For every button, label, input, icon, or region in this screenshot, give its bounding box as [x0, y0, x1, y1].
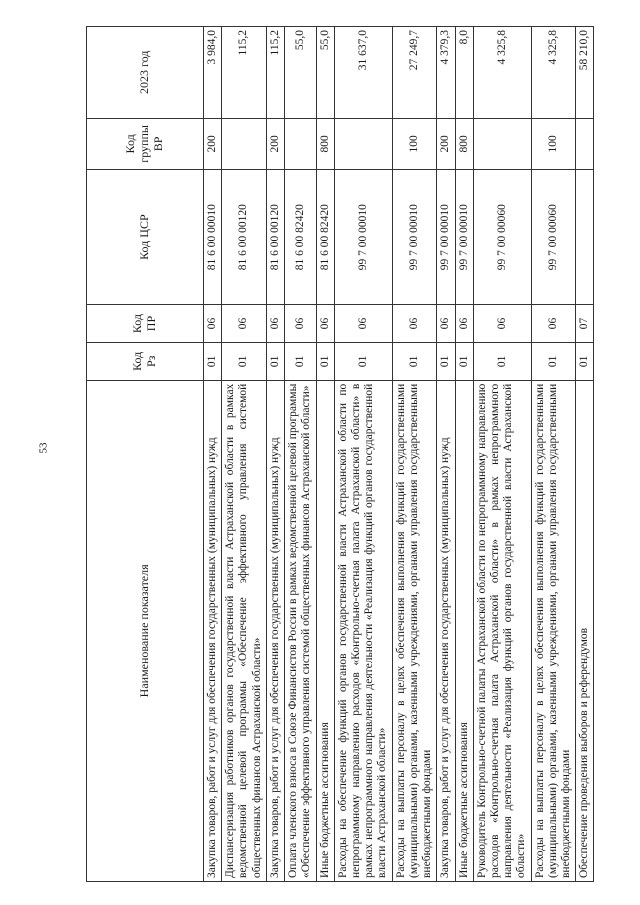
- cell-name: Иные бюджетные ассигнования: [316, 380, 334, 881]
- cell-csr: 81 6 00 82420: [316, 170, 334, 305]
- header-rz: Код Рз: [87, 342, 204, 380]
- cell-rz: 01: [437, 342, 455, 380]
- table-row: [316, 27, 334, 882]
- budget-table-sheet: [86, 26, 591, 882]
- cell-vr: 800: [316, 118, 334, 170]
- cell-name: Закупка товаров, работ и услуг для обеспечения государственных (муниципальных) нужд: [204, 380, 222, 881]
- cell-rz: 01: [222, 342, 267, 380]
- cell-year: 115,2: [222, 27, 267, 119]
- cell-name: Расходы на выплаты персоналу в целях обеспечения выполнения функций государственными (муниципальными) органами, казенными учреждениями, органами управления государственными внебюджетными фондами: [531, 380, 576, 881]
- cell-csr: 99 7 00 00010: [455, 170, 473, 305]
- cell-name: Закупка товаров, работ и услуг для обеспечения государственных (муниципальных) нужд: [266, 380, 284, 881]
- cell-pr: 06: [204, 305, 222, 343]
- cell-csr: 81 6 00 00120: [266, 170, 284, 305]
- cell-rz: 01: [392, 342, 437, 380]
- cell-pr: 06: [455, 305, 473, 343]
- cell-year: 115,2: [266, 27, 284, 119]
- cell-rz: 01: [285, 342, 316, 380]
- cell-year: 4 325,8: [473, 27, 531, 119]
- cell-pr: 06: [531, 305, 576, 343]
- header-csr: Код ЦСР: [87, 170, 204, 305]
- cell-rz: 01: [576, 342, 594, 380]
- table-row: [531, 27, 576, 882]
- table-row: [204, 27, 222, 882]
- cell-vr: 800: [455, 118, 473, 170]
- cell-csr: 81 6 00 00120: [222, 170, 267, 305]
- table-row: [455, 27, 473, 882]
- cell-csr: 99 7 00 00010: [392, 170, 437, 305]
- cell-name: Закупка товаров, работ и услуг для обеспечения государственных (муниципальных) нужд: [437, 380, 455, 881]
- table-row: [334, 27, 392, 882]
- cell-vr: [576, 118, 594, 170]
- cell-name: Диспансеризация работников органов государственной власти Астраханской области в рамках ведомственной целевой программы «Обеспечение эффективного управления системой общественных финансов Астраханской области»: [222, 380, 267, 881]
- cell-year: 27 249,7: [392, 27, 437, 119]
- cell-name: Расходы на выплаты персоналу в целях обеспечения выполнения функций государственными (муниципальными) органами, казенными учреждениями, органами управления государственными внебюджетными фондами: [392, 380, 437, 881]
- table-row: [285, 27, 316, 882]
- cell-vr: 100: [392, 118, 437, 170]
- cell-year: 4 325,8: [531, 27, 576, 119]
- cell-name: Иные бюджетные ассигнования: [455, 380, 473, 881]
- cell-year: 55,0: [285, 27, 316, 119]
- cell-pr: 06: [285, 305, 316, 343]
- table-row: [222, 27, 267, 882]
- page-number: 53: [37, 442, 50, 454]
- cell-name: Руководитель Контрольно-счетной палаты Астраханской области по непрограммному направлению расходов «Контрольно-счетная палата Астраханской области» в рамках непрограммного направления деятельности «Реализация функций органов государственной власти Астраханской области»: [473, 380, 531, 881]
- cell-csr: 99 7 00 00060: [531, 170, 576, 305]
- header-vr: Код группы ВР: [87, 118, 204, 170]
- header-name: Наименование показателя: [87, 380, 204, 881]
- cell-rz: 01: [316, 342, 334, 380]
- cell-pr: 06: [392, 305, 437, 343]
- table-row: [266, 27, 284, 882]
- cell-pr: 07: [576, 305, 594, 343]
- table-header-row: [87, 27, 204, 882]
- cell-vr: 200: [437, 118, 455, 170]
- table-row: [576, 27, 594, 882]
- cell-year: 55,0: [316, 27, 334, 119]
- cell-name: Обеспечение проведения выборов и референдумов: [576, 380, 594, 881]
- cell-year: 3 984,0: [204, 27, 222, 119]
- cell-name: Расходы на обеспечение функций органов государственной власти Астраханской области по непрограммному направлению расходов «Контрольно-счетная палата Астраханской области» в рамках непрограммного направления деятельности «Реализация функций органов государственной власти Астраханской области»: [334, 380, 392, 881]
- table-row: [473, 27, 531, 882]
- cell-csr: 99 7 00 00010: [437, 170, 455, 305]
- cell-vr: [473, 118, 531, 170]
- cell-csr: 81 6 00 82420: [285, 170, 316, 305]
- cell-pr: 06: [437, 305, 455, 343]
- cell-pr: 06: [222, 305, 267, 343]
- rotated-page: [86, 26, 591, 882]
- cell-year: 4 379,3: [437, 27, 455, 119]
- cell-csr: [576, 170, 594, 305]
- cell-rz: 01: [266, 342, 284, 380]
- cell-name: Оплата членского взноса в Союзе Финансистов России в рамках ведомственной целевой программы «Обеспечение эффективного управления системой общественных финансов Астраханской области»: [285, 380, 316, 881]
- table-row: [392, 27, 437, 882]
- cell-rz: 01: [334, 342, 392, 380]
- cell-vr: [222, 118, 267, 170]
- cell-csr: 99 7 00 00010: [334, 170, 392, 305]
- cell-year: 31 637,0: [334, 27, 392, 119]
- cell-pr: 06: [266, 305, 284, 343]
- cell-vr: 200: [204, 118, 222, 170]
- cell-vr: [285, 118, 316, 170]
- cell-pr: 06: [473, 305, 531, 343]
- cell-year: 58 210,0: [576, 27, 594, 119]
- cell-rz: 01: [455, 342, 473, 380]
- cell-csr: 81 6 00 00010: [204, 170, 222, 305]
- header-year: 2023 год: [87, 27, 204, 119]
- cell-csr: 99 7 00 00060: [473, 170, 531, 305]
- cell-year: 8,0: [455, 27, 473, 119]
- budget-table: [86, 26, 594, 882]
- cell-rz: 01: [204, 342, 222, 380]
- cell-rz: 01: [473, 342, 531, 380]
- cell-vr: 200: [266, 118, 284, 170]
- cell-pr: 06: [316, 305, 334, 343]
- cell-vr: [334, 118, 392, 170]
- cell-pr: 06: [334, 305, 392, 343]
- header-pr: Код ПР: [87, 305, 204, 343]
- table-row: [437, 27, 455, 882]
- cell-rz: 01: [531, 342, 576, 380]
- cell-vr: 100: [531, 118, 576, 170]
